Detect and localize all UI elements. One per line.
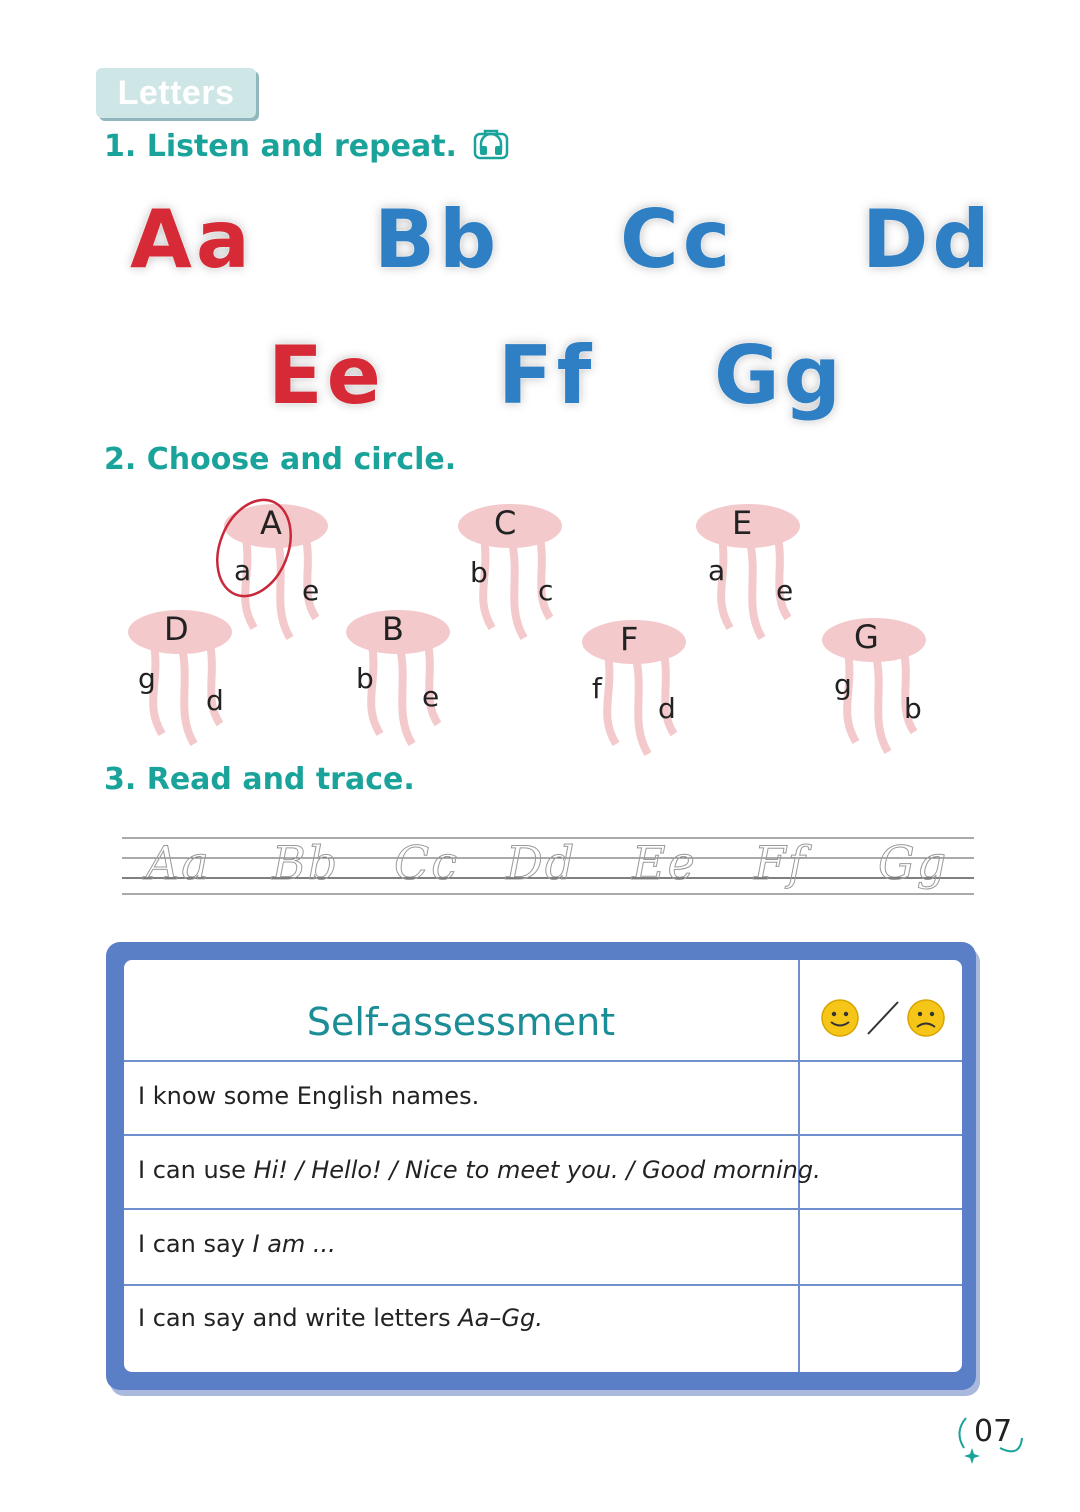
section-tag: Letters: [96, 68, 256, 118]
page-number-text: 07: [974, 1414, 1013, 1449]
jellyfish-capital: A: [260, 504, 282, 542]
letter-bb: Bb: [374, 193, 501, 286]
letter-gg: Gg: [714, 329, 845, 422]
jellyfish-capital: G: [854, 618, 879, 656]
trace-aa[interactable]: Aa: [146, 836, 211, 890]
jellyfish-capital: D: [164, 610, 189, 648]
jellyfish-option-right[interactable]: b: [904, 692, 922, 725]
jellyfish-option-left[interactable]: f: [592, 672, 602, 705]
row-italic: Aa–Gg.: [458, 1304, 543, 1332]
assessment-row-2: [138, 1156, 821, 1184]
tracing-lines[interactable]: [122, 822, 974, 902]
assessment-row-4: [138, 1304, 543, 1332]
row-divider: [124, 1060, 962, 1062]
row-text: I can use: [138, 1156, 254, 1184]
exercise-2-title: 2. Choose and circle.: [104, 442, 457, 477]
trace-ff[interactable]: Ff: [754, 836, 807, 890]
sad-face-icon: [908, 1000, 944, 1036]
letter-ee: Ee: [268, 329, 385, 422]
jellyfish-option-right[interactable]: d: [206, 684, 224, 717]
trace-letter-row: [122, 836, 974, 896]
self-assessment-table: [124, 960, 962, 1372]
jellyfish-option-left[interactable]: b: [470, 556, 488, 589]
row-italic: Hi! / Hello! / Nice to meet you. / Good morning.: [253, 1156, 821, 1184]
jellyfish-capital: B: [382, 610, 404, 648]
jellyfish-capital: E: [732, 504, 753, 542]
jellyfish-option-right[interactable]: e: [776, 574, 794, 607]
jellyfish-option-left[interactable]: a: [708, 554, 726, 587]
letter-ff: Ff: [498, 329, 596, 422]
trace-dd[interactable]: Dd: [506, 836, 577, 890]
row-divider: [124, 1134, 962, 1136]
row-divider: [124, 1284, 962, 1286]
row-divider: [124, 1208, 962, 1210]
exercise-1-label: 1. Listen and repeat.: [104, 129, 457, 164]
jellyfish-f: [578, 614, 778, 764]
assessment-row-3: [138, 1230, 336, 1258]
letter-cc: Cc: [620, 193, 735, 286]
jellyfish-option-left[interactable]: b: [356, 662, 374, 695]
row-italic: I am ...: [252, 1230, 336, 1258]
self-assessment-card: [106, 942, 976, 1390]
trace-ee[interactable]: Ee: [632, 836, 697, 890]
trace-bb[interactable]: Bb: [272, 836, 340, 890]
letter-aa: Aa: [130, 193, 254, 286]
jellyfish-b: [342, 604, 542, 754]
smiley-frown-header: [818, 996, 948, 1040]
self-assessment-title: Self-assessment: [306, 1000, 616, 1044]
jellyfish-option-right[interactable]: d: [658, 692, 676, 725]
trace-cc[interactable]: Cc: [394, 836, 459, 890]
jellyfish-capital: F: [620, 620, 639, 658]
jellyfish-g: [818, 612, 1018, 762]
headphones-icon[interactable]: [473, 128, 509, 160]
letter-dd: Dd: [862, 193, 994, 286]
jellyfish-option-right[interactable]: e: [302, 574, 320, 607]
jellyfish-option-left[interactable]: g: [138, 662, 156, 695]
trace-gg[interactable]: Gg: [878, 836, 949, 890]
jellyfish-option-left[interactable]: a: [234, 554, 252, 587]
exercise-1-title: [104, 128, 509, 164]
page-number: [952, 1408, 1032, 1468]
jellyfish-option-right[interactable]: e: [422, 680, 440, 713]
row-text: I can say and write letters: [138, 1304, 459, 1332]
assessment-row-1: [138, 1082, 479, 1110]
jellyfish-icon: [578, 614, 778, 764]
jellyfish-d: [124, 604, 324, 754]
jellyfish-option-right[interactable]: c: [538, 574, 554, 607]
jellyfish-option-left[interactable]: g: [834, 668, 852, 701]
row-text: I know some English names.: [138, 1082, 480, 1110]
exercise-3-title: 3. Read and trace.: [104, 762, 415, 797]
jellyfish-capital: C: [494, 504, 517, 542]
row-text: I can say: [138, 1230, 253, 1258]
smiley-face-icon: [822, 1000, 858, 1036]
